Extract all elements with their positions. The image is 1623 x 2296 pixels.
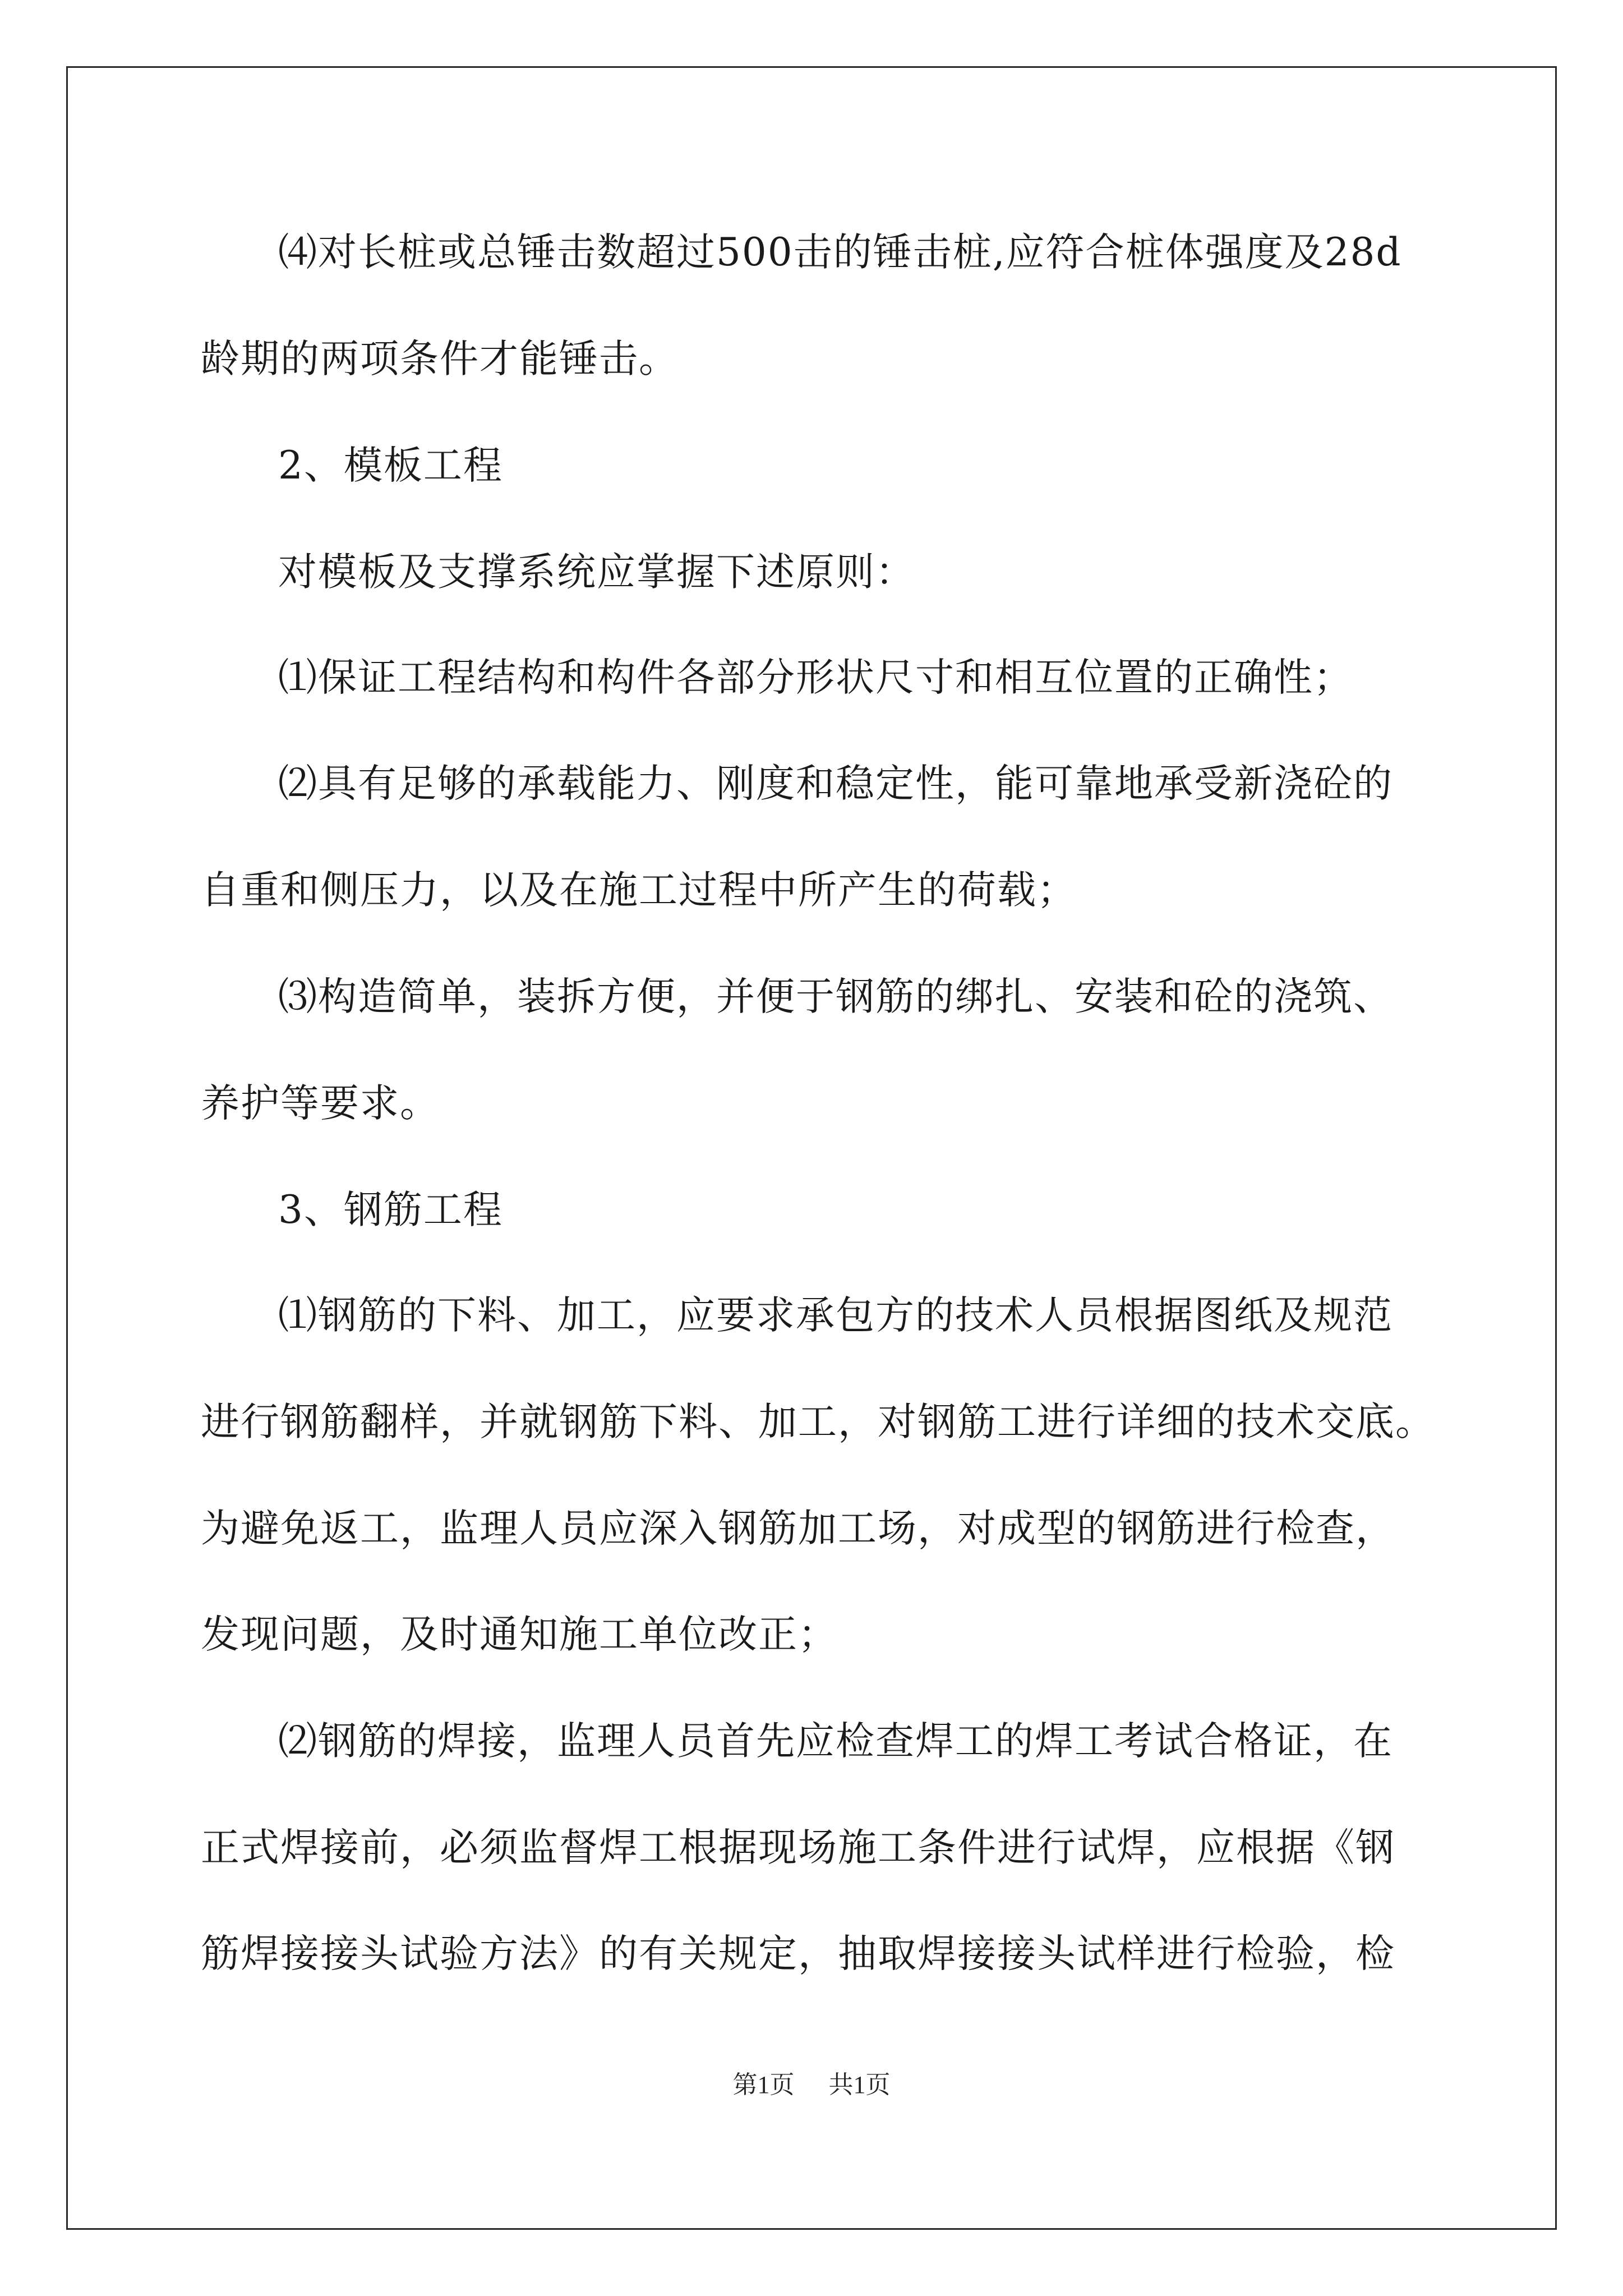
paragraph-line: 对模板及支撑系统应掌握下述原则： [278,550,915,595]
paragraph-line: 龄期的两项条件才能锤击。 [201,337,679,381]
paragraph-line: ⑴钢筋的下料、加工，应要求承包方的技术人员根据图纸及规范 [278,1293,1393,1338]
paragraph-line: ⑵具有足够的承载能力、刚度和稳定性，能可靠地承受新浇砼的 [278,761,1393,806]
page-border [66,66,1557,2230]
paragraph-line: 正式焊接前，必须监督焊工根据现场施工条件进行试焊，应根据《钢 [201,1825,1395,1870]
paragraph-line: 发现问题，及时通知施工单位改正； [201,1612,838,1657]
page-footer [0,2064,1623,2100]
paragraph-line: 自重和侧压力，以及在施工过程中所产生的荷载； [201,868,1077,913]
paragraph-line: 筋焊接接头试验方法》的有关规定，抽取焊接接头试样进行检验，检 [201,1931,1395,1976]
page-total: 共1页 [828,2071,891,2099]
paragraph-line: ⑷对长桩或总锤击数超过500击的锤击桩,应符合桩体强度及28d [278,230,1402,275]
paragraph-line: 进行钢筋翻样，并就钢筋下料、加工，对钢筋工进行详细的技术交底。 [201,1400,1435,1444]
page-number: 第1页 [732,2071,795,2099]
paragraph-line: ⑴保证工程结构和构件各部分形状尺寸和相互位置的正确性； [278,655,1353,700]
section-heading: 3、钢筋工程 [278,1188,503,1232]
paragraph-line: 养护等要求。 [201,1081,440,1126]
paragraph-line: ⑵钢筋的焊接，监理人员首先应检查焊工的焊工考试合格证，在 [278,1719,1393,1764]
paragraph-line: ⑶构造简单，装拆方便，并便于钢筋的绑扎、安装和砼的浇筑、 [278,974,1393,1019]
paragraph-line: 为避免返工，监理人员应深入钢筋加工场，对成型的钢筋进行检查， [201,1506,1395,1551]
section-heading: 2、模板工程 [278,443,503,488]
